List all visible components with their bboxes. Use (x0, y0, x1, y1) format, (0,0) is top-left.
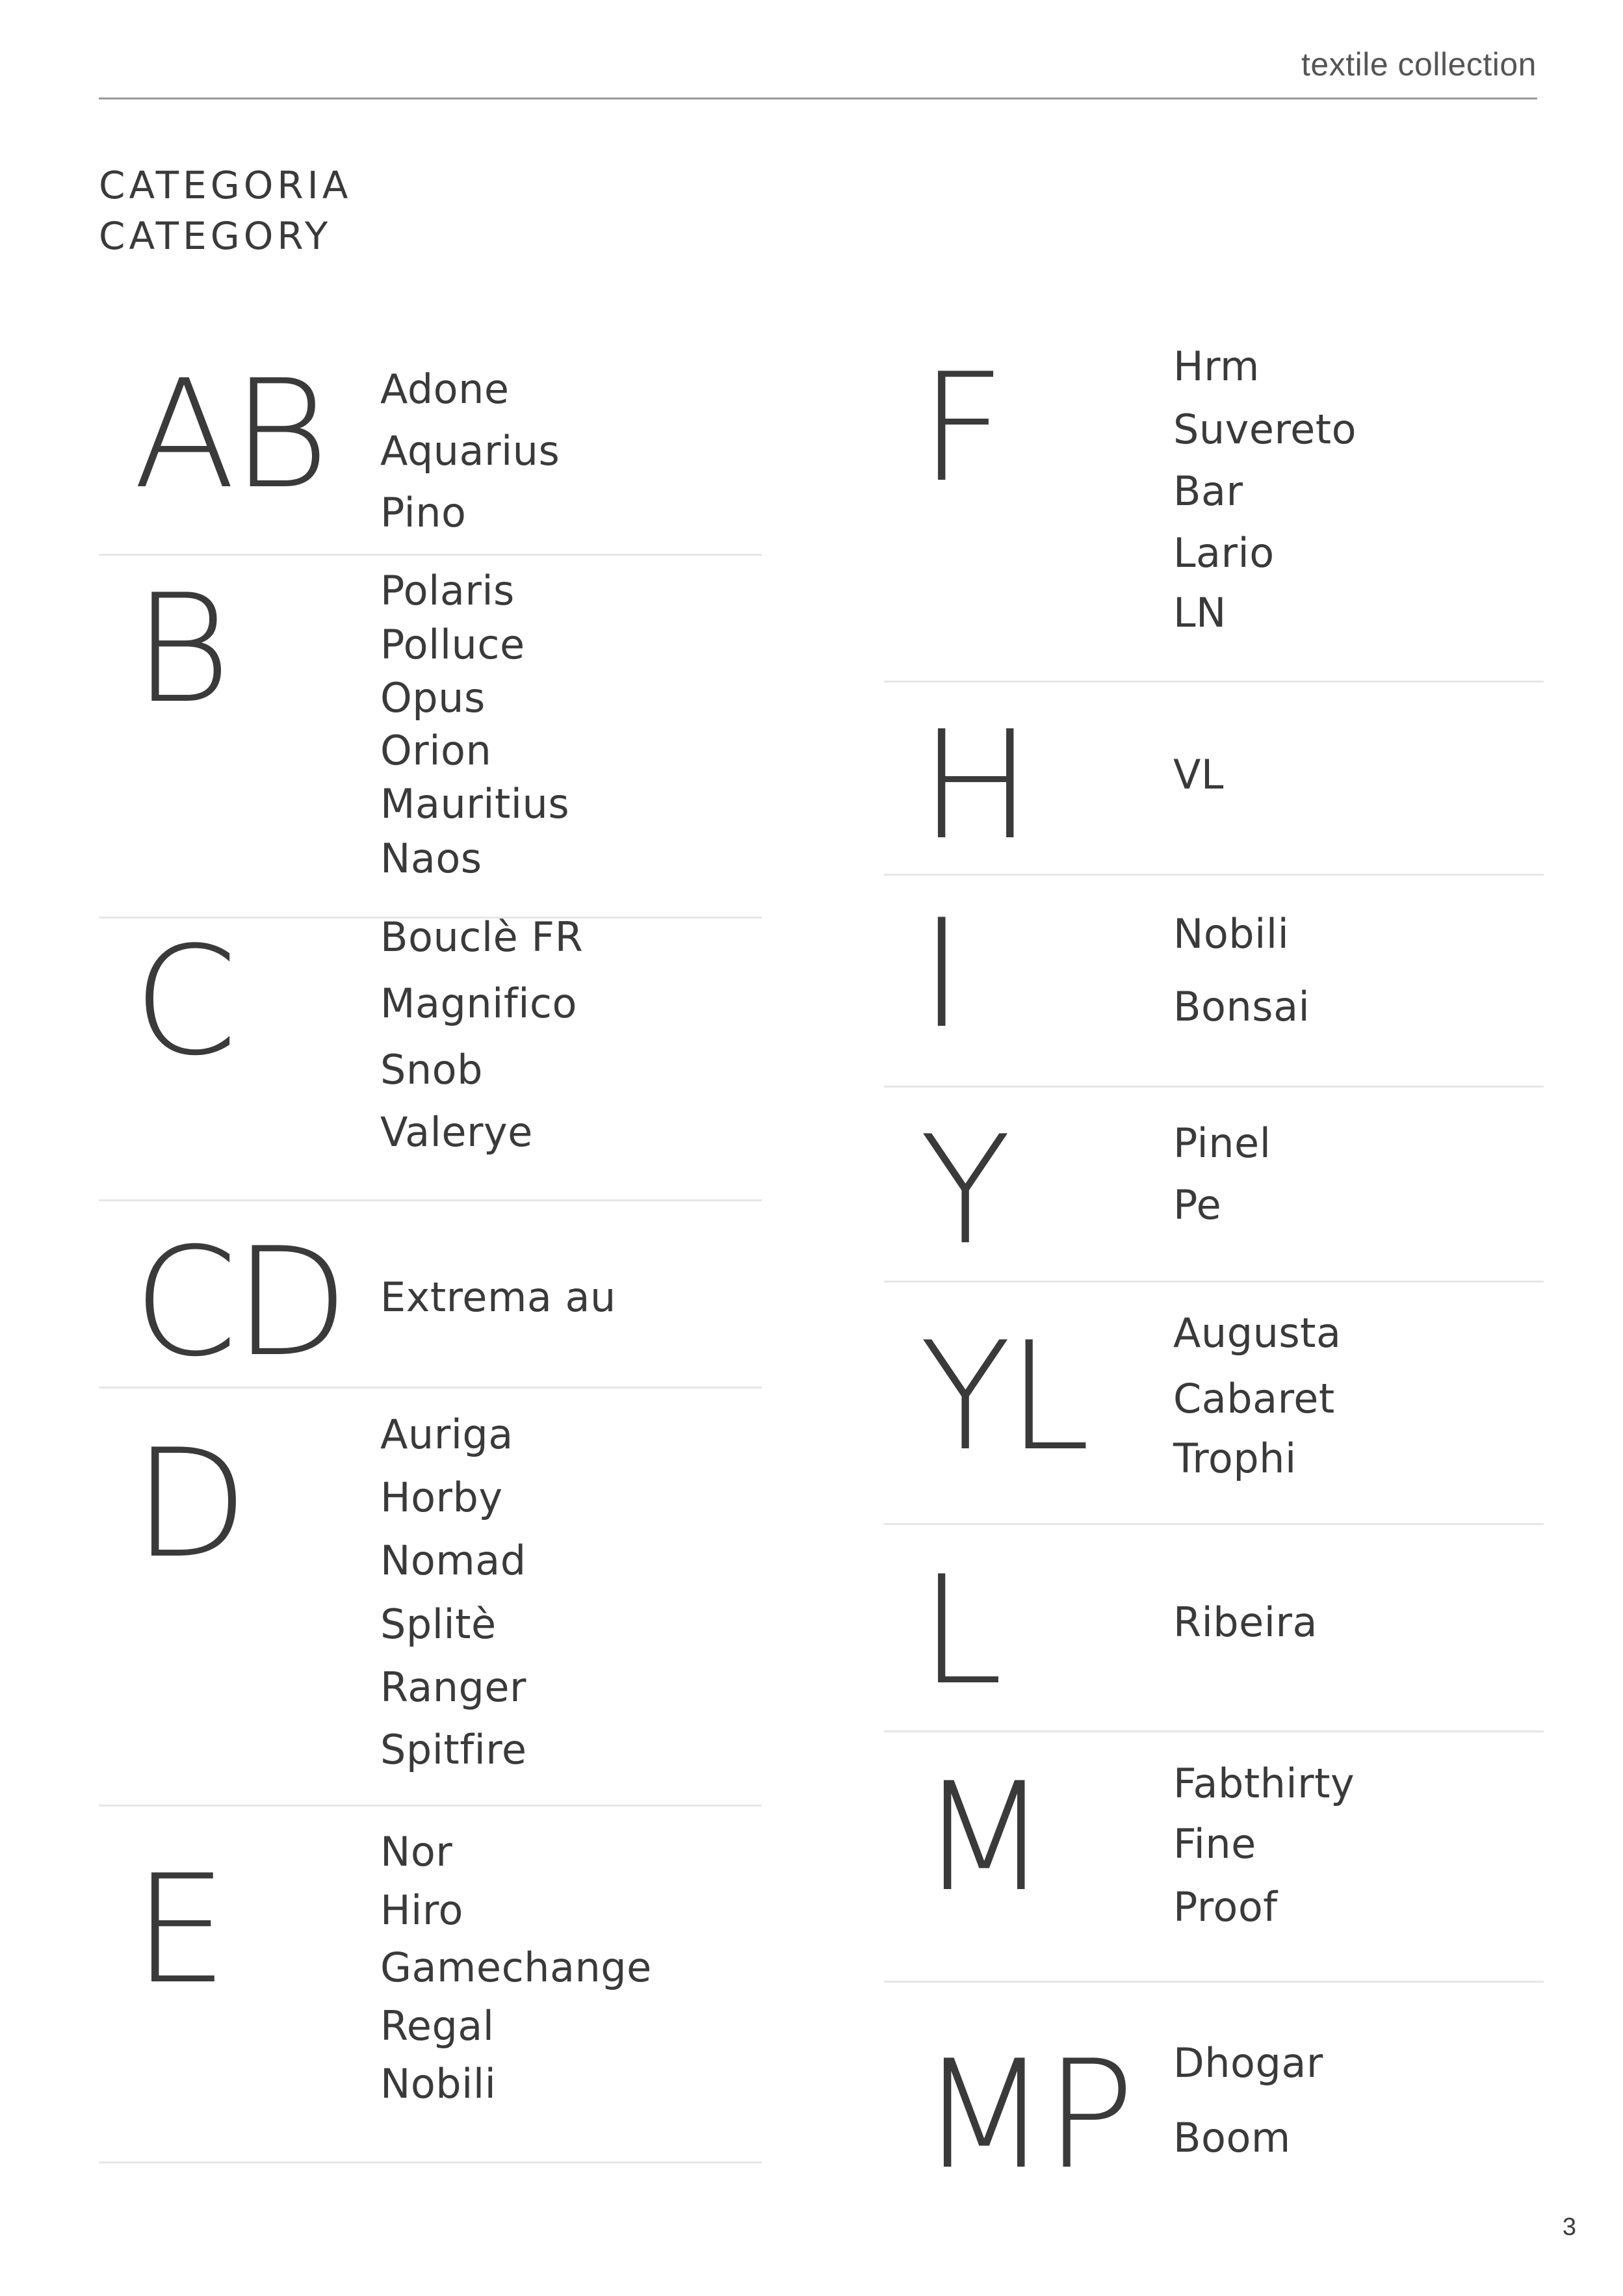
section-divider (884, 1730, 1544, 1732)
collection-name: Fine (1173, 1820, 1256, 1868)
category-letter: YL (920, 1311, 1087, 1484)
collection-name: Pe (1173, 1181, 1222, 1229)
page-number: 3 (1562, 2213, 1576, 2241)
collection-name: Pinel (1173, 1119, 1271, 1167)
collection-name: Regal (380, 2002, 495, 2050)
collection-name: Gamechange (380, 1944, 652, 1991)
collection-name: Bonsai (1173, 983, 1310, 1030)
category-letter: F (920, 342, 1002, 515)
collection-name: Nobili (1173, 910, 1290, 958)
collection-name: Ranger (380, 1663, 526, 1711)
title-line-italian: CATEGORIA (99, 163, 352, 207)
collection-name: Trophi (1173, 1435, 1297, 1482)
category-letter: C (133, 915, 234, 1089)
collection-name: Fabthirty (1173, 1760, 1355, 1807)
section-divider (884, 1281, 1544, 1283)
page-title (99, 160, 352, 261)
section-divider (99, 1199, 762, 1201)
section-divider (884, 874, 1544, 876)
collection-name: VL (1173, 751, 1224, 798)
collection-name: Hiro (380, 1886, 463, 1934)
header-divider (99, 98, 1537, 99)
collection-name: Magnifico (380, 980, 577, 1027)
collection-name: Valerye (380, 1108, 533, 1156)
collection-name: Boom (1173, 2114, 1291, 2161)
section-divider (99, 1805, 762, 1807)
collection-name: Nobili (380, 2060, 497, 2107)
collection-name: Nomad (380, 1537, 526, 1584)
collection-name: Bar (1173, 467, 1243, 515)
collection-name: Pino (380, 489, 467, 536)
section-divider (884, 1086, 1544, 1088)
section-divider (884, 1523, 1544, 1525)
collection-name: Mauritius (380, 780, 570, 828)
collection-name: Polaris (380, 567, 515, 614)
category-letter: D (133, 1418, 245, 1591)
collection-name: Horby (380, 1474, 503, 1521)
collection-name: Nor (380, 1828, 453, 1875)
collection-name: Orion (380, 727, 492, 774)
collection-name: Suvereto (1173, 406, 1357, 453)
collection-name: Polluce (380, 621, 525, 668)
collection-name: Bouclè FR (380, 913, 584, 961)
collection-name: Extrema au (380, 1273, 616, 1321)
collection-name: Auriga (380, 1411, 513, 1458)
section-divider (884, 681, 1544, 683)
category-letter: M (920, 1751, 1045, 1925)
collection-name: Splitè (380, 1600, 497, 1648)
collection-name: Augusta (1173, 1309, 1342, 1357)
section-divider (99, 554, 762, 556)
category-letter: I (920, 888, 960, 1062)
section-divider (99, 2161, 762, 2163)
collection-name: Aquarius (380, 427, 560, 475)
collection-name: Adone (380, 365, 510, 413)
category-letter: CD (133, 1216, 345, 1390)
title-line-english: CATEGORY (99, 214, 332, 258)
section-divider (99, 1387, 762, 1389)
category-letter: Y (920, 1104, 1007, 1278)
collection-name: Lario (1173, 529, 1275, 577)
collection-name: Spitfire (380, 1726, 527, 1773)
section-divider (884, 1981, 1544, 1983)
collection-name: Snob (380, 1046, 483, 1093)
category-letter: H (920, 699, 1028, 873)
collection-name: Cabaret (1173, 1375, 1335, 1422)
collection-name: Dhogar (1173, 2039, 1323, 2087)
collection-name: Ribeira (1173, 1598, 1318, 1646)
category-letter: E (133, 1844, 224, 2017)
collection-name: LN (1173, 589, 1227, 636)
header-title: textile collection (1301, 46, 1537, 83)
collection-name: Naos (380, 835, 482, 882)
category-letter: B (133, 563, 227, 737)
category-letter: MP (920, 2029, 1132, 2202)
category-letter: L (920, 1545, 1000, 1718)
collection-name: Proof (1173, 1883, 1278, 1931)
collection-name: Opus (380, 674, 486, 722)
collection-name: Hrm (1173, 343, 1260, 390)
category-letter: AB (133, 348, 326, 522)
